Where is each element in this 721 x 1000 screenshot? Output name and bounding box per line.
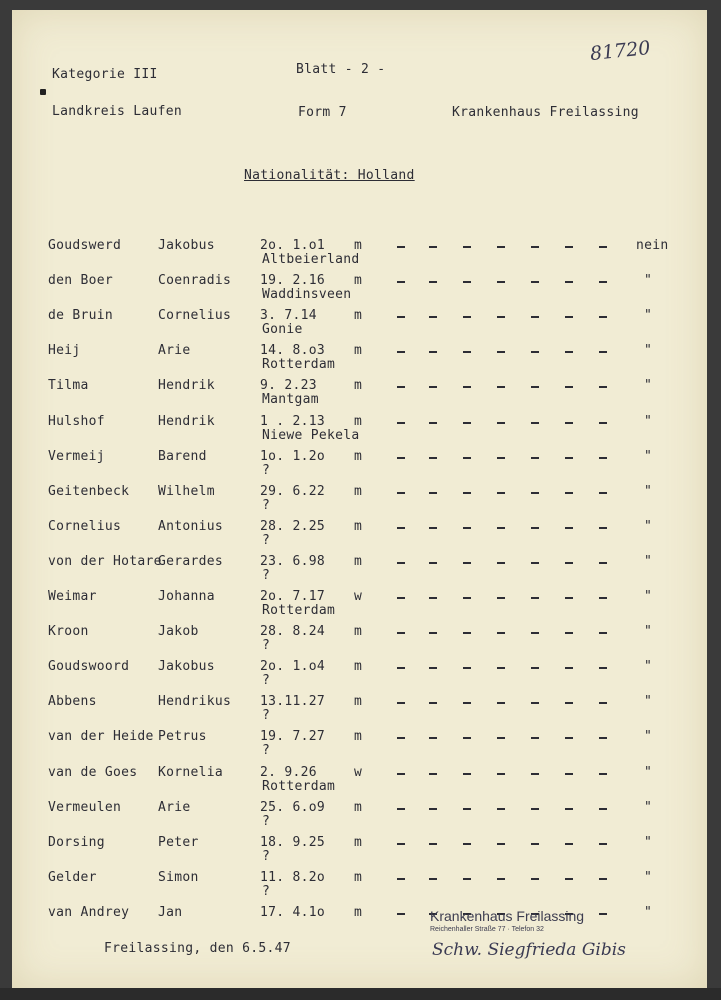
empty-cell-dash (497, 702, 505, 704)
sex: m (354, 518, 363, 534)
sex: m (354, 624, 363, 640)
last-name: Gelder (48, 869, 97, 885)
empty-cell-dash (565, 597, 573, 599)
empty-cell-dash (599, 913, 607, 915)
remark: " (644, 589, 653, 604)
remark: " (644, 799, 653, 815)
birth-date: 1 . 2.13 (260, 413, 326, 429)
first-name: Johanna (158, 589, 215, 604)
empty-cell-dash (429, 808, 437, 810)
empty-cell-dash (599, 843, 607, 845)
empty-cell-dash (497, 773, 505, 775)
remark: " (644, 659, 653, 675)
remark: " (644, 869, 653, 885)
birth-date: 2o. 1.o1 (260, 238, 326, 253)
empty-cell-dash (397, 773, 405, 775)
empty-cell-dash (531, 562, 539, 564)
empty-cell-dash (497, 878, 505, 880)
last-name: Vermeij (48, 448, 105, 464)
empty-cell-dash (397, 632, 405, 634)
sex: m (354, 834, 363, 850)
empty-cell-dash (463, 316, 471, 318)
empty-cell-dash (599, 562, 607, 564)
birth-date: 14. 8.o3 (260, 343, 326, 359)
empty-cell-dash (397, 667, 405, 669)
empty-cell-dash (429, 773, 437, 775)
remark: " (644, 904, 653, 920)
birth-date: 1o. 1.2o (260, 448, 326, 464)
first-name: Barend (158, 448, 207, 464)
last-name: Kroon (48, 624, 89, 640)
empty-cell-dash (565, 422, 573, 424)
last-name: van Andrey (48, 904, 130, 920)
empty-cell-dash (497, 562, 505, 564)
birth-place: ? (262, 813, 271, 829)
empty-cell-dash (565, 527, 573, 529)
remark: " (644, 413, 653, 429)
remark: " (644, 729, 653, 745)
sex: m (354, 553, 363, 569)
first-name: Cornelius (158, 308, 232, 324)
last-name: Hulshof (48, 413, 105, 429)
empty-cell-dash (565, 562, 573, 564)
stamp-address: Reichenhaller Straße 77 · Telefon 32 (430, 926, 544, 933)
empty-cell-dash (397, 457, 405, 459)
empty-cell-dash (497, 808, 505, 810)
empty-cell-dash (599, 702, 607, 704)
place-date: Freilassing, den 6.5.47 (104, 941, 291, 956)
empty-cell-dash (565, 878, 573, 880)
first-name: Simon (158, 869, 199, 885)
last-name: den Boer (48, 273, 114, 289)
first-name: Antonius (158, 518, 224, 534)
empty-cell-dash (429, 527, 437, 529)
birth-place: Rotterdam (262, 778, 336, 794)
birth-place: ? (262, 638, 271, 654)
empty-cell-dash (531, 737, 539, 739)
empty-cell-dash (531, 281, 539, 283)
empty-cell-dash (599, 667, 607, 669)
birth-date: 18. 9.25 (260, 834, 326, 850)
sex: m (354, 343, 363, 359)
empty-cell-dash (531, 316, 539, 318)
empty-cell-dash (531, 843, 539, 845)
empty-cell-dash (397, 737, 405, 739)
remark: " (644, 553, 653, 569)
first-name: Jakob (158, 624, 199, 640)
empty-cell-dash (463, 562, 471, 564)
sex: m (354, 448, 363, 464)
remark: nein (636, 238, 669, 253)
empty-cell-dash (565, 246, 573, 248)
sex: m (354, 238, 363, 253)
sex: m (354, 308, 363, 324)
first-name: Jakobus (158, 659, 215, 675)
remark: " (644, 343, 653, 359)
empty-cell-dash (599, 351, 607, 353)
empty-cell-dash (463, 351, 471, 353)
empty-cell-dash (531, 386, 539, 388)
empty-cell-dash (531, 667, 539, 669)
empty-cell-dash (565, 351, 573, 353)
last-name: Heij (48, 343, 81, 359)
sex: m (354, 413, 363, 429)
empty-cell-dash (397, 913, 405, 915)
empty-cell-dash (429, 737, 437, 739)
empty-cell-dash (397, 422, 405, 424)
empty-cell-dash (463, 737, 471, 739)
empty-cell-dash (397, 562, 405, 564)
birth-date: 28. 8.24 (260, 624, 326, 640)
last-name: Abbens (48, 694, 97, 710)
empty-cell-dash (497, 316, 505, 318)
empty-cell-dash (429, 878, 437, 880)
first-name: Petrus (158, 729, 207, 745)
empty-cell-dash (565, 667, 573, 669)
birth-place: Altbeierland (262, 252, 360, 267)
empty-cell-dash (599, 386, 607, 388)
empty-cell-dash (497, 843, 505, 845)
first-name: Arie (158, 799, 191, 815)
birth-place: Rotterdam (262, 357, 336, 373)
empty-cell-dash (397, 843, 405, 845)
empty-cell-dash (531, 492, 539, 494)
empty-cell-dash (429, 843, 437, 845)
empty-cell-dash (463, 246, 471, 248)
sex: w (354, 589, 363, 604)
empty-cell-dash (397, 351, 405, 353)
birth-date: 11. 8.2o (260, 869, 326, 885)
empty-cell-dash (497, 422, 505, 424)
empty-cell-dash (599, 878, 607, 880)
empty-cell-dash (497, 351, 505, 353)
sex: m (354, 904, 363, 920)
birth-place: Niewe Pekela (262, 427, 360, 443)
birth-date: 9. 2.23 (260, 378, 317, 394)
empty-cell-dash (463, 702, 471, 704)
empty-cell-dash (463, 597, 471, 599)
remark: " (644, 378, 653, 394)
birth-place: ? (262, 708, 271, 724)
sex: m (354, 273, 363, 289)
empty-cell-dash (599, 773, 607, 775)
empty-cell-dash (531, 773, 539, 775)
last-name: von der Hotare (48, 553, 162, 569)
category: Kategorie III (52, 67, 158, 82)
first-name: Hendrik (158, 378, 215, 394)
empty-cell-dash (565, 457, 573, 459)
birth-place: Waddinsveen (262, 287, 352, 303)
empty-cell-dash (397, 878, 405, 880)
birth-date: 13.11.27 (260, 694, 326, 710)
empty-cell-dash (531, 632, 539, 634)
last-name: Geitenbeck (48, 483, 130, 499)
empty-cell-dash (497, 597, 505, 599)
empty-cell-dash (565, 316, 573, 318)
last-name: Goudswerd (48, 238, 122, 253)
empty-cell-dash (497, 457, 505, 459)
empty-cell-dash (599, 808, 607, 810)
empty-cell-dash (565, 632, 573, 634)
remark: " (644, 518, 653, 534)
birth-place: ? (262, 567, 271, 583)
last-name: de Bruin (48, 308, 114, 324)
empty-cell-dash (463, 527, 471, 529)
sex: m (354, 378, 363, 394)
empty-cell-dash (599, 281, 607, 283)
birth-date: 19. 7.27 (260, 729, 326, 745)
birth-date: 17. 4.1o (260, 904, 326, 920)
empty-cell-dash (599, 246, 607, 248)
birth-date: 2. 9.26 (260, 764, 317, 780)
birth-date: 23. 6.98 (260, 553, 326, 569)
birth-date: 19. 2.16 (260, 273, 326, 289)
empty-cell-dash (497, 492, 505, 494)
empty-cell-dash (397, 316, 405, 318)
first-name: Gerardes (158, 553, 224, 569)
remark: " (644, 448, 653, 464)
empty-cell-dash (497, 281, 505, 283)
empty-cell-dash (463, 667, 471, 669)
empty-cell-dash (429, 351, 437, 353)
empty-cell-dash (429, 632, 437, 634)
birth-date: 2o. 7.17 (260, 589, 326, 604)
birth-place: ? (262, 673, 271, 689)
birth-date: 3. 7.14 (260, 308, 317, 324)
hospital-stamp (430, 908, 584, 933)
empty-cell-dash (531, 808, 539, 810)
empty-cell-dash (429, 281, 437, 283)
empty-cell-dash (497, 386, 505, 388)
sex: m (354, 869, 363, 885)
empty-cell-dash (397, 281, 405, 283)
sex: m (354, 659, 363, 675)
birth-date: 28. 2.25 (260, 518, 326, 534)
empty-cell-dash (531, 702, 539, 704)
birth-place: ? (262, 848, 271, 864)
stamp-name: Krankenhaus Freilassing (430, 908, 585, 924)
last-name: Tilma (48, 378, 89, 394)
first-name: Coenradis (158, 273, 232, 289)
empty-cell-dash (463, 773, 471, 775)
punch-mark (40, 89, 46, 95)
empty-cell-dash (497, 667, 505, 669)
first-name: Hendrik (158, 413, 215, 429)
sex: m (354, 483, 363, 499)
empty-cell-dash (599, 632, 607, 634)
empty-cell-dash (599, 597, 607, 599)
last-name: Goudswoord (48, 659, 130, 675)
empty-cell-dash (463, 808, 471, 810)
scan-border (0, 988, 721, 1000)
empty-cell-dash (397, 386, 405, 388)
empty-cell-dash (531, 457, 539, 459)
empty-cell-dash (463, 843, 471, 845)
empty-cell-dash (429, 492, 437, 494)
remark: " (644, 624, 653, 640)
archive-number: 81720 (589, 36, 652, 66)
empty-cell-dash (565, 843, 573, 845)
last-name: Dorsing (48, 834, 105, 850)
empty-cell-dash (531, 597, 539, 599)
first-name: Hendrikus (158, 694, 232, 710)
remark: " (644, 764, 653, 780)
birth-date: 2o. 1.o4 (260, 659, 326, 675)
last-name: van der Heide (48, 729, 154, 745)
empty-cell-dash (531, 351, 539, 353)
empty-cell-dash (497, 632, 505, 634)
sex: m (354, 799, 363, 815)
birth-place: Mantgam (262, 392, 319, 408)
birth-place: Rotterdam (262, 603, 336, 618)
empty-cell-dash (429, 702, 437, 704)
last-name: Weimar (48, 589, 97, 604)
birth-place: ? (262, 497, 271, 513)
form-number: Form 7 (298, 105, 347, 120)
sheet-number: Blatt - 2 - (296, 62, 386, 77)
empty-cell-dash (531, 527, 539, 529)
empty-cell-dash (565, 808, 573, 810)
empty-cell-dash (599, 737, 607, 739)
empty-cell-dash (397, 808, 405, 810)
empty-cell-dash (599, 316, 607, 318)
empty-cell-dash (599, 492, 607, 494)
empty-cell-dash (497, 246, 505, 248)
birth-place: ? (262, 532, 271, 548)
empty-cell-dash (565, 737, 573, 739)
empty-cell-dash (599, 422, 607, 424)
remark: " (644, 694, 653, 710)
nationality-title: Nationalität: Holland (244, 168, 415, 183)
empty-cell-dash (565, 281, 573, 283)
birth-place: Gonie (262, 322, 303, 338)
remark: " (644, 834, 653, 850)
remark: " (644, 483, 653, 499)
district: Landkreis Laufen (52, 104, 183, 119)
first-name: Jan (158, 904, 183, 920)
first-name: Jakobus (158, 238, 215, 253)
first-name: Peter (158, 834, 199, 850)
empty-cell-dash (463, 492, 471, 494)
empty-cell-dash (565, 702, 573, 704)
empty-cell-dash (565, 492, 573, 494)
first-name: Wilhelm (158, 483, 215, 499)
hospital-header: Krankenhaus Freilassing (452, 105, 639, 120)
last-name: Vermeulen (48, 799, 122, 815)
empty-cell-dash (531, 878, 539, 880)
empty-cell-dash (429, 422, 437, 424)
birth-date: 29. 6.22 (260, 483, 326, 499)
birth-date: 25. 6.o9 (260, 799, 326, 815)
empty-cell-dash (429, 316, 437, 318)
empty-cell-dash (397, 597, 405, 599)
empty-cell-dash (429, 562, 437, 564)
document-sheet (12, 10, 707, 988)
empty-cell-dash (429, 667, 437, 669)
empty-cell-dash (463, 878, 471, 880)
empty-cell-dash (463, 457, 471, 459)
empty-cell-dash (397, 527, 405, 529)
empty-cell-dash (497, 737, 505, 739)
remark: " (644, 308, 653, 324)
empty-cell-dash (429, 246, 437, 248)
sex: m (354, 694, 363, 710)
empty-cell-dash (463, 386, 471, 388)
empty-cell-dash (599, 527, 607, 529)
last-name: van de Goes (48, 764, 138, 780)
empty-cell-dash (565, 386, 573, 388)
empty-cell-dash (531, 246, 539, 248)
birth-place: ? (262, 462, 271, 478)
empty-cell-dash (565, 773, 573, 775)
birth-place: ? (262, 883, 271, 899)
empty-cell-dash (463, 281, 471, 283)
empty-cell-dash (463, 632, 471, 634)
empty-cell-dash (429, 597, 437, 599)
empty-cell-dash (599, 457, 607, 459)
sex: w (354, 764, 363, 780)
empty-cell-dash (397, 492, 405, 494)
birth-place: ? (262, 743, 271, 759)
signature: Schw. Siegfrieda Gibis (432, 940, 626, 960)
last-name: Cornelius (48, 518, 122, 534)
empty-cell-dash (397, 702, 405, 704)
sex: m (354, 729, 363, 745)
empty-cell-dash (497, 527, 505, 529)
remark: " (644, 273, 653, 289)
first-name: Arie (158, 343, 191, 359)
empty-cell-dash (531, 422, 539, 424)
empty-cell-dash (397, 246, 405, 248)
first-name: Kornelia (158, 764, 224, 780)
empty-cell-dash (463, 422, 471, 424)
empty-cell-dash (429, 386, 437, 388)
empty-cell-dash (429, 457, 437, 459)
